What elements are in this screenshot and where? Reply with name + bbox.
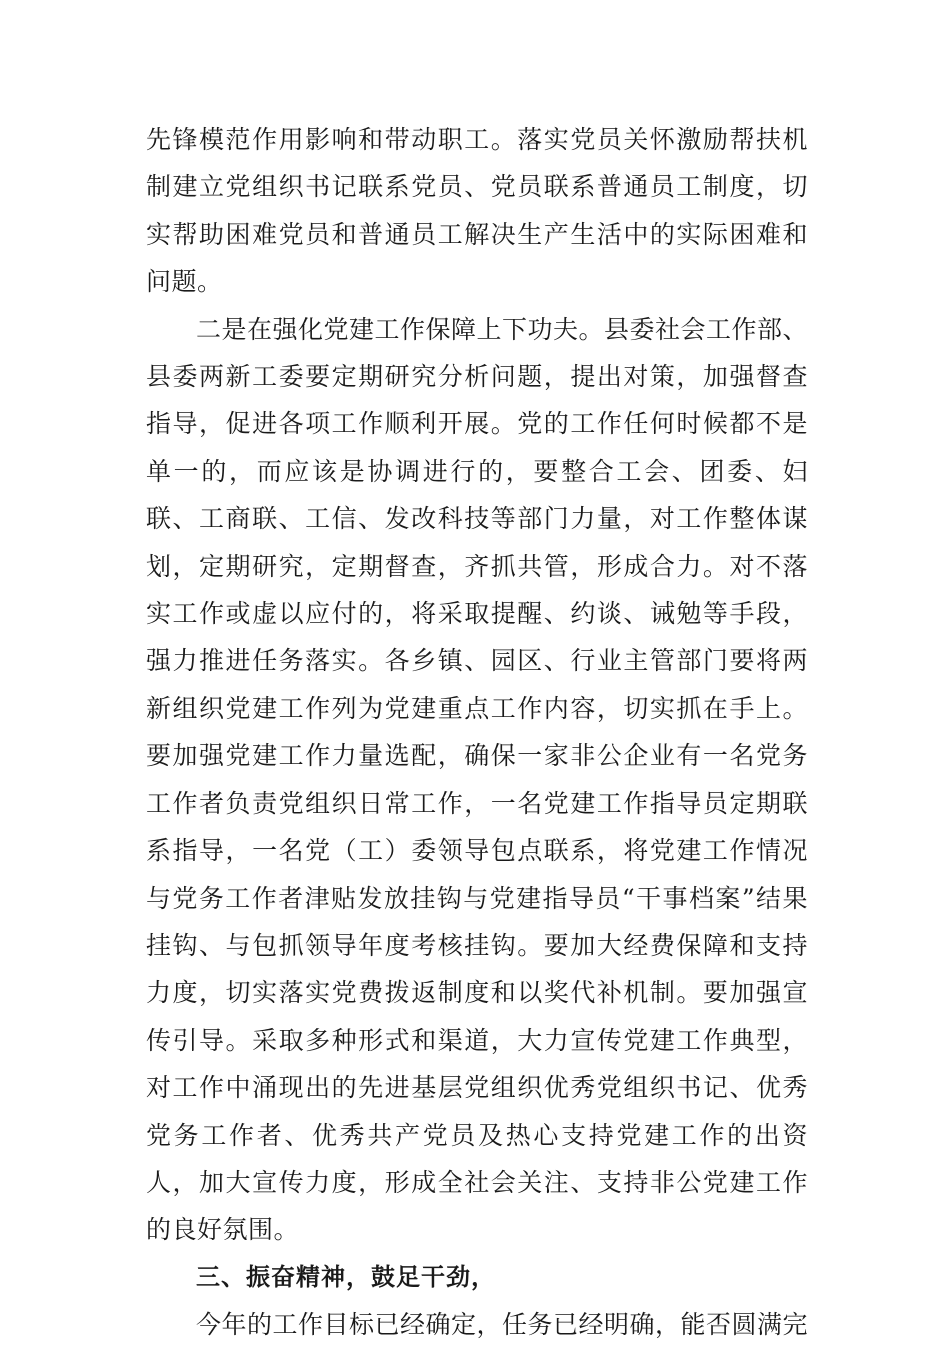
body-paragraph-closing: 今年的工作目标已经确定，任务已经明确，能否圆满完 [196,1310,809,1340]
section-heading: 三、振奋精神，鼓足干劲， [196,1262,496,1291]
body-paragraph-continuation: 先锋模范作用影响和带动职工。落实党员关怀激励帮扶机制建立党组织书记联系党员、党员联系普通员工制度，切实帮助困难党员和普通员工解决生产生活中的实际困难和问题。 [146,125,808,297]
body-paragraph-party-building-support: 二是在强化党建工作保障上下功夫。县委社会工作部、县委两新工委要定期研究分析问题，提出对策，加强督查指导，促进各项工作顺利开展。党的工作任何时候都不是单一的，而应该是协调进行的，要整合工会、团委、妇联、工商联、工信、发改科技等部门力量，对工作整体谋划，定期研究，定期督查，齐抓共管，形成合力。对不落实工作或虚以应付的，将采取提醒、约谈、诫勉等手段，强力推进任务落实。各乡镇、园区、行业主管部门要将两新组织党建工作列为党建重点工作内容，切实抓在手上。要加强党建工作力量选配，确保一家非公企业有一名党务工作者负责党组织日常工作，一名党建工作指导员定期联系指导，一名党（工）委领导包点联系，将党建工作情况与党务工作者津贴发放挂钩与党建指导员“干事档案”结果挂钩、与包抓领导年度考核挂钩。要加大经费保障和支持力度，切实落实党费拨返制度和以奖代补机制。要加强宣传引导。采取多种形式和渠道，大力宣传党建工作典型，对工作中涌现出的先进基层党组织优秀党组织书记、优秀党务工作者、优秀共产党员及热心支持党建工作的出资人，加大宣传力度，形成全社会关注、支持非公党建工作的良好氛围。 [146,314,809,1245]
document-page [146,116,808,1349]
